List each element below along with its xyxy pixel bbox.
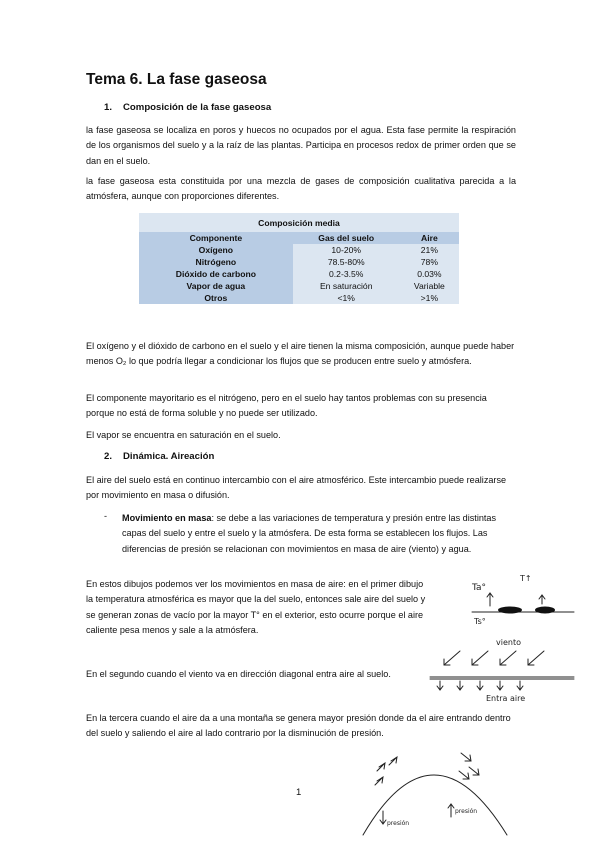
section-2-heading [104, 451, 214, 462]
table-cell: Otros [139, 292, 293, 304]
diagonal-arrow-icon [389, 757, 397, 765]
diagonal-arrow-icon [472, 651, 488, 665]
sketch-wind-diagram [428, 635, 578, 705]
sketch-mountain-diagram [355, 745, 515, 840]
paragraph-6: El aire del suelo está en continuo intercambio con el aire atmosférico. Este intercambio puede realizarse por movimiento en masa o difusión. [86, 475, 507, 501]
section-2-number: 2. [104, 451, 113, 462]
section-2-title: Dinámica. Aireación [123, 451, 215, 462]
sketch-vacuum-zone [535, 607, 555, 614]
paragraph-9: En la tercera cuando el aire da a una montaña se genera mayor presión donde da el aire entrando dentro del suelo y saliendo el aire al lado contrario por la disminución de presión. [86, 713, 511, 739]
page-title: Tema 6. La fase gaseosa [86, 71, 267, 88]
down-arrow-icon [437, 681, 443, 690]
bullet-item-mass-movement [122, 511, 516, 557]
bullet-dash: - [104, 511, 108, 521]
diagonal-arrow-icon [500, 651, 516, 665]
paragraph-5: El vapor se encuentra en saturación en el suelo. [86, 430, 281, 440]
down-arrow-icon [380, 811, 386, 824]
table-caption: Composición media [139, 213, 459, 232]
table-cell: Dióxido de carbono [139, 268, 293, 280]
diagonal-arrow-icon [459, 771, 469, 779]
sketch-label-wind: viento [496, 638, 521, 647]
diagonal-arrow-icon [528, 651, 544, 665]
diagonal-arrow-icon [444, 651, 460, 665]
paragraph-1: la fase gaseosa se localiza en poros y huecos no ocupados por el agua. Esta fase permite la respiración de los organismos del suelo y a la raíz de las plantas. Participa en procesos redox de primer orden que se dan en el suelo. [86, 125, 516, 166]
diagonal-arrow-icon [469, 767, 479, 775]
section-1-heading [104, 102, 271, 113]
paragraph-2: la fase gaseosa esta constituida por una mezcla de gases de composición cualitativa parecida a la atmósfera, aunque con proporciones diferentes. [86, 176, 516, 202]
section-1-number: 1. [104, 102, 113, 113]
bullet-label: Movimiento en masa [122, 513, 212, 523]
diagonal-arrow-icon [461, 753, 471, 761]
up-arrow-icon [448, 804, 454, 817]
table-cell: 78% [400, 256, 459, 268]
diagonal-arrow-icon [375, 777, 383, 785]
table-header: Componente [139, 232, 293, 244]
up-arrow-icon [487, 593, 493, 606]
paragraph-8: En el segundo cuando el viento va en dirección diagonal entra aire al suelo. [86, 669, 391, 679]
table-header: Gas del suelo [293, 232, 400, 244]
table-row [139, 280, 459, 292]
sketch-label-pressure-right: presión [455, 808, 478, 815]
down-arrow-icon [517, 681, 523, 690]
down-arrow-icon [497, 681, 503, 690]
sketch-label-soil-temp: Ts° [474, 617, 486, 626]
sketch-vacuum-zone [498, 607, 522, 614]
page-number: 1 [296, 787, 302, 798]
sketch-label-temp-rise: T↑ [520, 574, 532, 583]
sketch-label-air-temp: Ta° [472, 583, 487, 593]
table-cell: Variable [400, 280, 459, 292]
table-cell: 0.2-3.5% [293, 268, 400, 280]
table-cell: <1% [293, 292, 400, 304]
table-cell: 0.03% [400, 268, 459, 280]
table-header: Aire [400, 232, 459, 244]
table-cell: Oxígeno [139, 244, 293, 256]
table-cell: >1% [400, 292, 459, 304]
composition-table [139, 213, 459, 304]
up-arrow-icon [539, 595, 545, 604]
table-cell: 78.5-80% [293, 256, 400, 268]
table-cell: 10-20% [293, 244, 400, 256]
table-row [139, 268, 459, 280]
table-cell: En saturación [293, 280, 400, 292]
table-row [139, 244, 459, 256]
sketch-mountain-outline [363, 775, 507, 835]
sketch-temperature-diagram [470, 568, 580, 628]
sketch-label-pressure-left: presión [387, 820, 410, 827]
diagonal-arrow-icon [377, 763, 385, 771]
paragraph-7: En estos dibujos podemos ver los movimientos en masa de aire: en el primer dibujo la temperatura atmosférica es mayor que la del suelo, entonces sale aire del suelo y se generan zonas de vacío por la mayor T° en el exterior, esto ocurre porque el aire caliente pesa menos y sale a la atmósfera. [86, 579, 426, 636]
paragraph-3: El oxígeno y el dióxido de carbono en el suelo y el aire tienen la misma composición, aunque puede haber menos O₂ lo que podría llegar a condicionar los flujos que se producen entre suelo y atmósfera. [86, 341, 515, 367]
bullet-text: : se debe a las variaciones de temperatura y presión entre las distintas capas del suelo y entre el suelo y la atmósfera. De esta forma se establecen los flujos. Las diferencias de presión se relacionan con movimientos en masa de aire (viento) y agua. [122, 513, 497, 554]
section-1-title: Composición de la fase gaseosa [123, 102, 272, 113]
sketch-label-entry: Entra aire [486, 694, 526, 703]
paragraph-4: El componente mayoritario es el nitrógeno, pero en el suelo hay tantos problemas con su presencia porque no está de forma soluble y no puede ser utilizado. [86, 393, 487, 419]
table-cell: 21% [400, 244, 459, 256]
table-cell: Nitrógeno [139, 256, 293, 268]
table-row [139, 292, 459, 304]
down-arrow-icon [477, 681, 483, 690]
table-cell: Vapor de agua [139, 280, 293, 292]
down-arrow-icon [457, 681, 463, 690]
table-row [139, 256, 459, 268]
